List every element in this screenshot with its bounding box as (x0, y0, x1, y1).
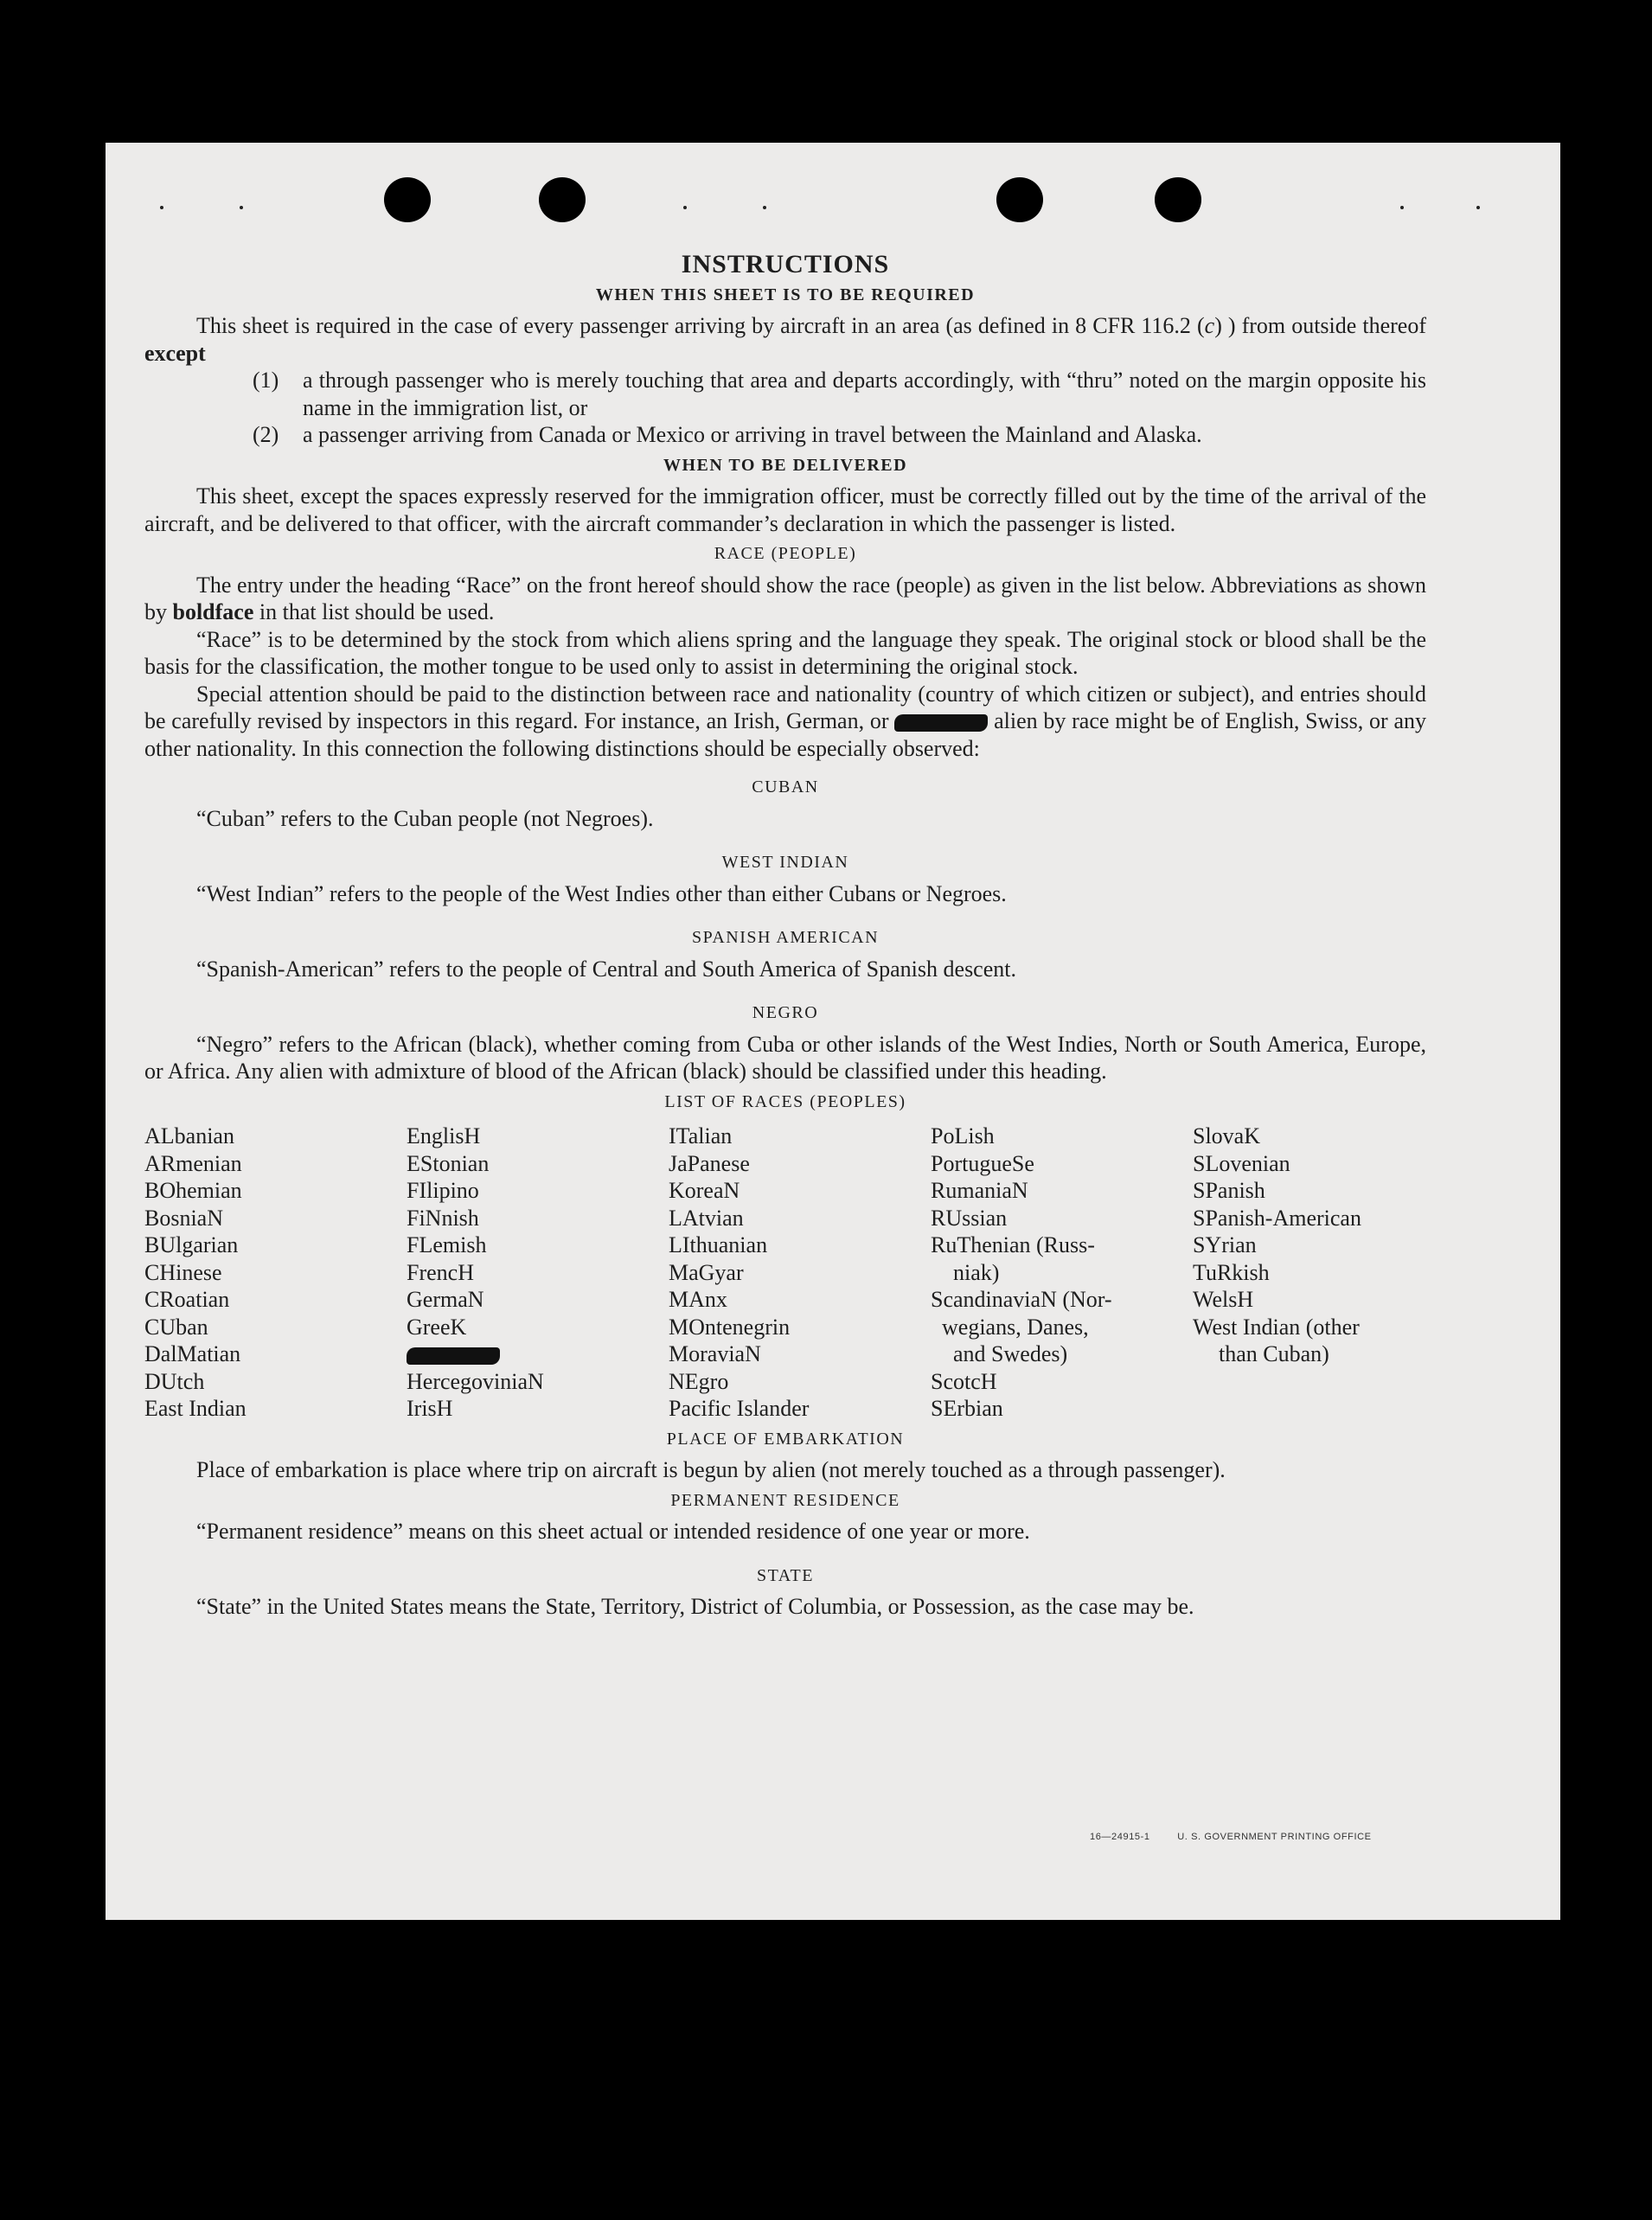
heading-west-indian: WEST INDIAN (721, 853, 849, 872)
races-column-2 (407, 1123, 669, 1423)
race-entry: ScotcH (931, 1368, 997, 1394)
race-entry: CRoatian (144, 1287, 230, 1312)
race-entry: GreeK (407, 1314, 467, 1340)
punch-hole (1155, 177, 1201, 222)
race-entry: and Swedes) (953, 1341, 1068, 1366)
redaction-mark (407, 1347, 500, 1365)
when-delivered-text: This sheet, except the spaces expressly reserved for the immigration officer, must be correctly filled out by the time of the arrival of the aircraft, and be delivered to that officer, with the aircraft commander’s declaration in which the passenger is listed. (144, 483, 1426, 536)
races-list (144, 1123, 1426, 1423)
race-entry: KoreaN (669, 1178, 740, 1203)
race-entry: ALbanian (144, 1123, 234, 1148)
heading-race: RACE (PEOPLE) (714, 544, 857, 563)
race-entry: BUlgarian (144, 1232, 239, 1257)
speck (240, 206, 243, 209)
race-entry: CHinese (144, 1259, 222, 1285)
print-footer (1090, 1832, 1396, 1842)
punch-hole (996, 177, 1043, 222)
race-entry: BOhemian (144, 1178, 242, 1203)
heading-embarkation: PLACE OF EMBARKATION (666, 1429, 905, 1449)
race-entry: ITalian (669, 1123, 733, 1148)
race-entry: CUban (144, 1314, 208, 1340)
race-paragraph-3: Special attention should be paid to the distinction between race and nationality (country of which citizen or subject), and entries should be carefully revised by inspectors in this regard. For instance, an Irish, German, or alien by race might be of English, Swiss, or any other nationality. In this connection the following distinctions should be especially observed: (144, 681, 1427, 761)
race-entry: LAtvian (669, 1205, 744, 1231)
race-entry: SYrian (1193, 1232, 1257, 1257)
form-number: 16—24915-1 (1090, 1832, 1150, 1842)
race-entry: EStonian (407, 1150, 490, 1176)
negro-text: “Negro” refers to the African (black), whether coming from Cuba or other islands of the West Indies, North or South America, Europe, or Africa. Any alien with admixture of blood of the African (black) should be classified under this heading. (144, 1031, 1426, 1084)
instruction-sheet (106, 143, 1560, 1920)
residence-text: “Permanent residence” means on this sheet actual or intended residence of one year or more. (196, 1519, 1030, 1544)
race-entry: FrencH (407, 1259, 474, 1285)
race-entry: RUssian (931, 1205, 1008, 1231)
race-entry: BosniaN (144, 1205, 223, 1231)
race-entry: MAnx (669, 1287, 727, 1312)
race-entry: FLemish (407, 1232, 487, 1257)
race-entry: WelsH (1193, 1287, 1254, 1312)
race-entry: RuThenian (Russ- (931, 1232, 1095, 1257)
when-required-intro: This sheet is required in the case of every passenger arriving by aircraft in an area (as defined in 8 CFR 116.2 (c) ) from outside thereof except (144, 313, 1426, 366)
instructions-body (144, 251, 1426, 1621)
race-entry: DUtch (144, 1368, 205, 1394)
printer-credit: U. S. GOVERNMENT PRINTING OFFICE (1177, 1832, 1372, 1842)
race-entry: NEgro (669, 1368, 729, 1394)
embarkation-text: Place of embarkation is place where trip on aircraft is begun by alien (not merely touched as a through passenger). (196, 1457, 1226, 1482)
race-entry: than Cuban) (1219, 1341, 1329, 1366)
speck (160, 206, 163, 209)
race-entry: FiNnish (407, 1205, 479, 1231)
west-indian-text: “West Indian” refers to the people of the West Indies other than either Cubans or Negroes. (196, 880, 1007, 906)
speck (763, 206, 766, 209)
heading-permanent-residence: PERMANENT RESIDENCE (670, 1490, 900, 1510)
race-entry: SPanish-American (1193, 1205, 1361, 1231)
race-entry: TuRkish (1193, 1259, 1270, 1285)
race-paragraph-2: “Race” is to be determined by the stock from which aliens spring and the language they speak. The original stock or blood shall be the basis for the classification, the mother tongue to be used only to assist in determining the original stock. (144, 626, 1426, 679)
heading-state: STATE (757, 1565, 814, 1585)
redaction-mark (894, 714, 988, 732)
race-entry: niak) (953, 1259, 1000, 1285)
page-title: INSTRUCTIONS (681, 250, 890, 278)
speck (683, 206, 687, 209)
race-entry: DalMatian (144, 1341, 241, 1366)
race-entry: PortugueSe (931, 1150, 1034, 1176)
race-entry: SLovenian (1193, 1150, 1290, 1176)
heading-negro: NEGRO (752, 1003, 819, 1022)
race-entry: HercegoviniaN (407, 1368, 544, 1394)
race-entry: RumaniaN (931, 1178, 1028, 1203)
heading-when-required: WHEN THIS SHEET IS TO BE REQUIRED (595, 285, 976, 304)
exception-item: (2) a passenger arriving from Canada or Mexico or arriving in travel between the Mainland and Alaska. (253, 422, 1202, 447)
race-entry: MOntenegrin (669, 1314, 791, 1340)
race-entry: PoLish (931, 1123, 995, 1148)
speck (1476, 206, 1480, 209)
race-entry-redacted (407, 1340, 669, 1368)
race-entry: SPanish (1193, 1178, 1265, 1203)
race-entry: ScandinaviaN (Nor- (931, 1287, 1112, 1312)
state-text: “State” in the United States means the State, Territory, District of Columbia, or Possession, as the case may be. (196, 1594, 1194, 1619)
race-entry: GermaN (407, 1287, 484, 1312)
race-entry: EnglisH (407, 1123, 481, 1148)
race-entry: IrisH (407, 1396, 453, 1421)
race-entry: West Indian (other (1193, 1314, 1360, 1340)
race-entry: wegians, Danes, (942, 1314, 1089, 1340)
race-entry: LIthuanian (669, 1232, 768, 1257)
cuban-text: “Cuban” refers to the Cuban people (not Negroes). (196, 805, 654, 831)
races-column-1 (144, 1123, 407, 1423)
races-column-4 (931, 1123, 1193, 1423)
race-paragraph-1: The entry under the heading “Race” on the front hereof should show the race (people) as given in the list below. Abbreviations as shown by boldface in that list should be used. (144, 572, 1426, 624)
race-entry: Pacific Islander (669, 1396, 810, 1421)
race-entry: MaGyar (669, 1259, 744, 1285)
spanish-american-text: “Spanish-American” refers to the people of Central and South America of Spanish descent. (196, 956, 1016, 982)
race-entry: SErbian (931, 1396, 1003, 1421)
heading-cuban: CUBAN (752, 777, 819, 797)
punch-hole (384, 177, 431, 222)
races-column-5 (1193, 1123, 1426, 1423)
punch-hole (539, 177, 586, 222)
race-entry: ARmenian (144, 1150, 242, 1176)
race-entry: JaPanese (669, 1150, 750, 1176)
race-entry: FIlipino (407, 1178, 479, 1203)
heading-when-delivered: WHEN TO BE DELIVERED (663, 455, 908, 475)
races-column-3 (669, 1123, 931, 1423)
speck (1400, 206, 1404, 209)
race-entry: SlovaK (1193, 1123, 1260, 1148)
heading-list-of-races: LIST OF RACES (PEOPLES) (664, 1091, 906, 1111)
heading-spanish-american: SPANISH AMERICAN (691, 928, 880, 947)
race-entry: East Indian (144, 1396, 247, 1421)
race-entry: MoraviaN (669, 1341, 761, 1366)
exception-item: (1) a through passenger who is merely touching that area and departs accordingly, with “thru” noted on the margin opposite his name in the immigration list, or (253, 368, 1426, 420)
